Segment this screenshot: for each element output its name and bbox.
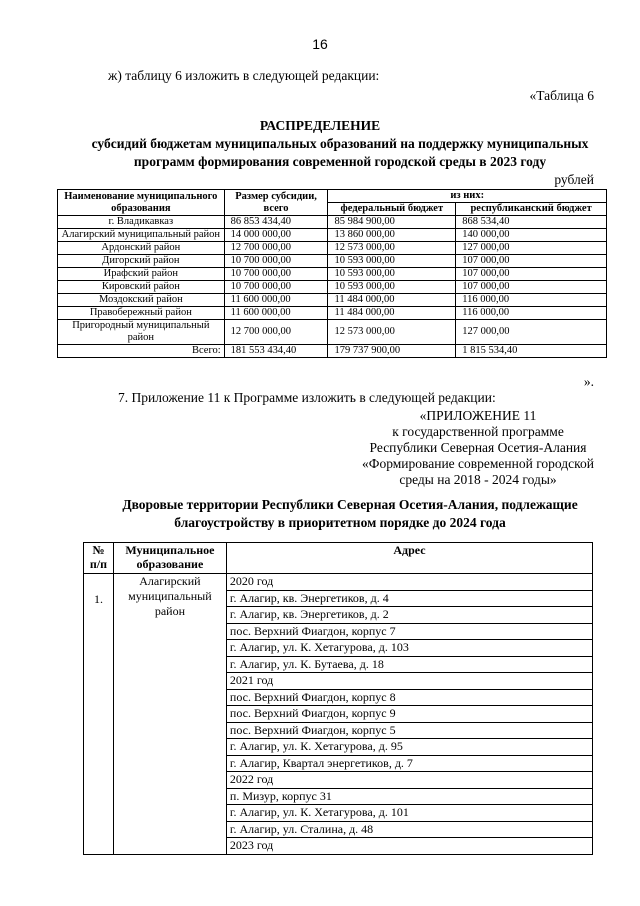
table-6-subtitle-2: программ формирования современной городской среды в 2023 году [133, 154, 547, 169]
total-cell: 86 853 434,40 [224, 216, 328, 229]
year-cell: 2023 год [226, 838, 592, 855]
federal-cell: 11 484 000,00 [328, 294, 456, 307]
federal-cell: 85 984 900,00 [328, 216, 456, 229]
intro-line: ж) таблицу 6 изложить в следующей редакции: [108, 68, 380, 83]
total-cell: 10 700 000,00 [224, 268, 328, 281]
table-row [58, 229, 607, 242]
table-row [58, 307, 607, 320]
total-cell: 14 000 000,00 [224, 229, 328, 242]
address-cell: г. Алагир, кв. Энергетиков, д. 4 [226, 590, 592, 607]
total-cell: 181 553 434,40 [224, 345, 328, 358]
appendix-heading [362, 408, 594, 488]
header-municipality: Муниципальное образование [113, 543, 226, 574]
year-cell: 2022 год [226, 772, 592, 789]
item-7-line: 7. Приложение 11 к Программе изложить в следующей редакции: [118, 390, 496, 405]
total-cell: 10 700 000,00 [224, 255, 328, 268]
appendix-line: Республики Северная Осетия-Алания [369, 440, 587, 455]
units-label: рублей [554, 172, 594, 187]
federal-cell: 179 737 900,00 [328, 345, 456, 358]
header-of-which: из них: [328, 190, 607, 203]
federal-cell: 12 573 000,00 [328, 242, 456, 255]
row-number: 1. [84, 574, 114, 855]
address-cell: г. Алагир, ул. К. Бутаева, д. 18 [226, 656, 592, 673]
appendix-line: среды на 2018 - 2024 годы» [399, 472, 557, 487]
table-row [84, 574, 593, 591]
table-6-subtitle-1: субсидий бюджетам муниципальных образований на поддержку муниципальных [91, 136, 589, 151]
municipality-cell: Кировский район [58, 281, 225, 294]
header-federal: федеральный бюджет [328, 203, 456, 216]
header-total: Размер субсидии, всего [224, 190, 328, 216]
municipality-cell: г. Владикавказ [58, 216, 225, 229]
municipality-cell: Дигорский район [58, 255, 225, 268]
subsidy-table [57, 189, 607, 358]
appendix-line: к государственной программе [392, 424, 564, 439]
table-row [58, 216, 607, 229]
federal-cell: 12 573 000,00 [328, 320, 456, 345]
address-cell: г. Алагир, Квартал энергетиков, д. 7 [226, 755, 592, 772]
addresses-title-2: благоустройству в приоритетном порядке до 2024 года [174, 515, 506, 530]
table-6-label: «Таблица 6 [529, 88, 594, 103]
address-cell: пос. Верхний Фиагдон, корпус 7 [226, 623, 592, 640]
municipality-cell: Алагирский муниципальный район [58, 229, 225, 242]
total-cell: 11 600 000,00 [224, 294, 328, 307]
address-cell: г. Алагир, ул. Сталина, д. 48 [226, 821, 592, 838]
republic-cell: 140 000,00 [456, 229, 607, 242]
year-cell: 2020 год [226, 574, 592, 591]
addresses-table [83, 542, 593, 855]
table-row [58, 242, 607, 255]
year-cell: 2021 год [226, 673, 592, 690]
republic-cell: 868 534,40 [456, 216, 607, 229]
table-row [58, 255, 607, 268]
federal-cell: 11 484 000,00 [328, 307, 456, 320]
table-row [58, 268, 607, 281]
federal-cell: 10 593 000,00 [328, 281, 456, 294]
republic-cell: 127 000,00 [456, 242, 607, 255]
municipality-cell: Всего: [58, 345, 225, 358]
municipality-cell: Алагирский муниципальный район [113, 574, 226, 855]
federal-cell: 13 860 000,00 [328, 229, 456, 242]
addresses-title-1: Дворовые территории Республики Северная Осетия-Алания, подлежащие [122, 497, 578, 512]
page-number: 16 [312, 36, 328, 52]
municipality-cell: Моздокский район [58, 294, 225, 307]
republic-cell: 107 000,00 [456, 281, 607, 294]
address-cell: г. Алагир, ул. К. Хетагурова, д. 95 [226, 739, 592, 756]
republic-cell: 107 000,00 [456, 268, 607, 281]
total-cell: 12 700 000,00 [224, 242, 328, 255]
municipality-cell: Пригородный муниципальный район [58, 320, 225, 345]
total-cell: 11 600 000,00 [224, 307, 328, 320]
table-row [58, 345, 607, 358]
address-cell: пос. Верхний Фиагдон, корпус 5 [226, 722, 592, 739]
republic-cell: 127 000,00 [456, 320, 607, 345]
table-row [58, 281, 607, 294]
republic-cell: 116 000,00 [456, 294, 607, 307]
federal-cell: 10 593 000,00 [328, 268, 456, 281]
appendix-line: «Формирование современной городской [362, 456, 594, 471]
appendix-line: «ПРИЛОЖЕНИЕ 11 [419, 408, 537, 423]
header-number: № п/п [84, 543, 114, 574]
municipality-cell: Ардонский район [58, 242, 225, 255]
header-address: Адрес [226, 543, 592, 574]
federal-cell: 10 593 000,00 [328, 255, 456, 268]
header-republic: республиканский бюджет [456, 203, 607, 216]
table-6-close: ». [583, 374, 594, 389]
total-cell: 10 700 000,00 [224, 281, 328, 294]
republic-cell: 1 815 534,40 [456, 345, 607, 358]
total-cell: 12 700 000,00 [224, 320, 328, 345]
table-row [58, 294, 607, 307]
header-municipality: Наименование муниципального образования [58, 190, 225, 216]
municipality-cell: Ирафский район [58, 268, 225, 281]
address-cell: п. Мизур, корпус 31 [226, 788, 592, 805]
address-cell: г. Алагир, ул. К. Хетагурова, д. 103 [226, 640, 592, 657]
address-cell: г. Алагир, ул. К. Хетагурова, д. 101 [226, 805, 592, 822]
table-row [58, 320, 607, 345]
municipality-cell: Правобережный район [58, 307, 225, 320]
address-cell: г. Алагир, кв. Энергетиков, д. 2 [226, 607, 592, 624]
republic-cell: 116 000,00 [456, 307, 607, 320]
table-6-title: РАСПРЕДЕЛЕНИЕ [259, 118, 381, 133]
address-cell: пос. Верхний Фиагдон, корпус 8 [226, 689, 592, 706]
republic-cell: 107 000,00 [456, 255, 607, 268]
address-cell: пос. Верхний Фиагдон, корпус 9 [226, 706, 592, 723]
